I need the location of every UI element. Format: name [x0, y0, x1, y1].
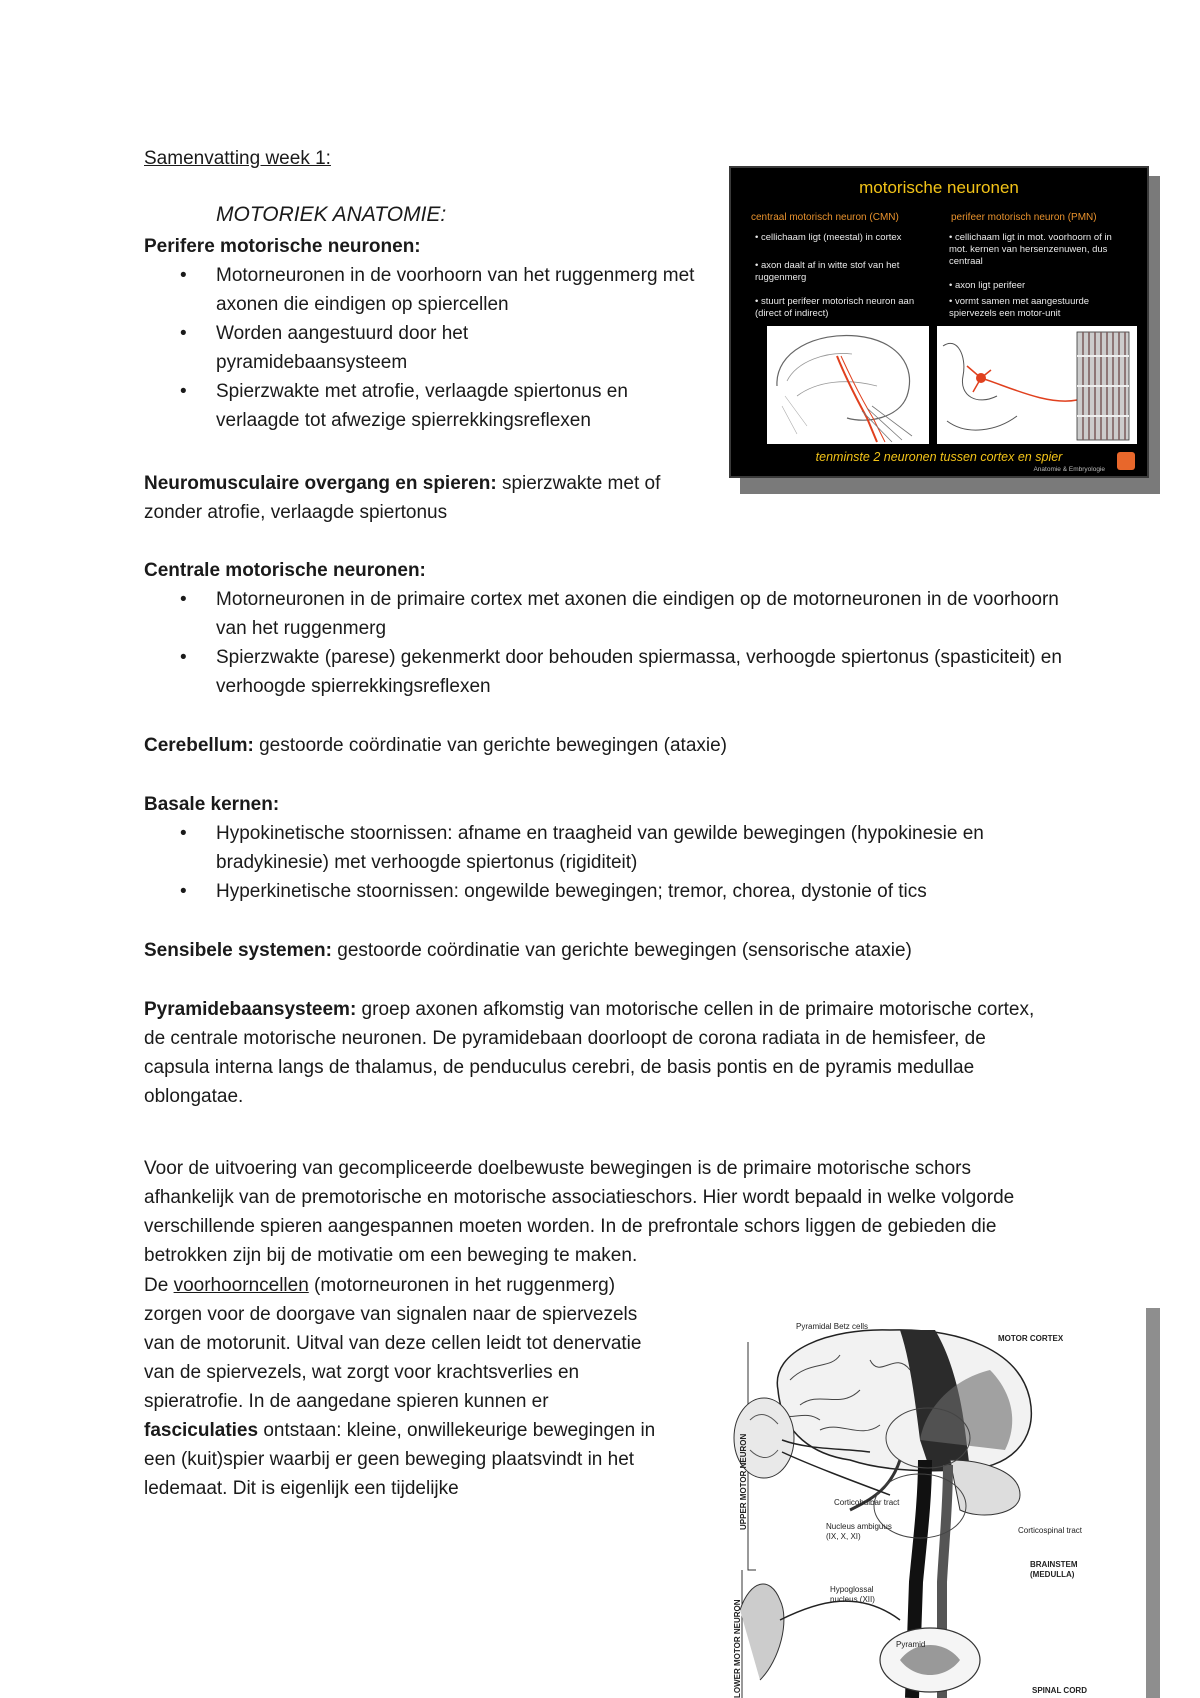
- centrale-heading: Centrale motorische neuronen:: [144, 560, 426, 581]
- label-motor-cortex: MOTOR CORTEX: [998, 1334, 1064, 1343]
- doc-title: Samenvatting week 1:: [144, 148, 331, 169]
- label-nucleus-ambiguus: Nucleus ambiguus (IX, X, XI): [826, 1522, 892, 1541]
- list-item: • Motorneuronen in de voorhoorn van het ruggenmerg met axonen die eindigen op spiercellen: [144, 261, 704, 319]
- label-upper-motor-neuron: UPPER MOTOR NEURON: [739, 1433, 748, 1530]
- list-item: • Motorneuronen in de primaire cortex met axonen die eindigen op de motorneuronen in de voorhoorn van het ruggenmerg: [144, 585, 1064, 643]
- section-uitvoering: [144, 1154, 1039, 1270]
- list-item: • Worden aangestuurd door het pyramidebaansysteem: [144, 319, 516, 377]
- section-centrale: [144, 556, 1064, 701]
- brain-sketch-icon: [767, 326, 929, 444]
- list-item: • Hypokinetische stoornissen: afname en traagheid van gewilde bewegingen (hypokinesie en bradykinesie) met verhoogde spiertonus (rigiditeit): [144, 819, 1064, 877]
- neuromusc-paragraph: [144, 469, 704, 527]
- slide-title: motorische neuronen: [859, 178, 1019, 197]
- voorhoorn-pre: De: [144, 1275, 174, 1296]
- slide-right-point: • cellichaam ligt in mot. voorhoorn of in mot. kernen van hersenzenuwen, dus centraal: [949, 232, 1112, 267]
- label-betz-cells: Pyramidal Betz cells: [796, 1322, 869, 1331]
- section-cerebellum: [144, 731, 1064, 760]
- voorhoorn-link: voorhoorncellen: [173, 1275, 309, 1296]
- sensibele-text: gestoorde coördinatie van gerichte bewegingen (sensorische ataxie): [331, 940, 912, 961]
- subtitle-block: [144, 200, 446, 229]
- neuromusc-text: spierzwakte met of zonder atrofie, verlaagde spiertonus: [144, 473, 661, 523]
- perifere-heading: Perifere motorische neuronen:: [144, 236, 421, 257]
- muscle-sketch-icon: [937, 326, 1137, 444]
- basale-heading: Basale kernen:: [144, 794, 280, 815]
- voorhoorn-mid: (motorneuronen in het ruggenmerg) zorgen voor de doorgave van signalen naar de spiervezels van de motorunit. Uitval van deze cellen leidt tot denervatie van de spiervezels, wat zorgt voor krachtsverlies en spieratrofie. In de aangedane spieren kunnen er: [144, 1275, 642, 1412]
- section-pyramide: [144, 995, 1039, 1111]
- voorhoorn-post: ontstaan: kleine, onwillekeurige bewegingen in een (kuit)spier waarbij er geen beweging plaatsvindt in het ledemaat. Dit is eigenlijk een tijdelijke: [144, 1420, 656, 1499]
- label-pyramid: Pyramid: [896, 1640, 926, 1649]
- pyramide-label: Pyramidebaansysteem:: [144, 999, 357, 1020]
- sensibele-label: Sensibele systemen:: [144, 940, 332, 961]
- centrale-list: [144, 585, 1064, 701]
- cerebellum-text: gestoorde coördinatie van gerichte bewegingen (ataxie): [253, 735, 728, 756]
- neuromusc-label: Neuromusculaire overgang en spieren:: [144, 473, 497, 494]
- label-hypoglossal: Hypoglossal nucleus (XII): [830, 1585, 875, 1604]
- section-neuromusc: [144, 469, 704, 527]
- sensibele-paragraph: [144, 936, 1064, 965]
- perifere-list: [144, 261, 704, 435]
- slide-right-point: • axon ligt perifeer: [949, 280, 1026, 291]
- section-perifere: [144, 232, 704, 435]
- voorhoorn-bold: fasciculaties: [144, 1420, 259, 1441]
- section-voorhoorn: [144, 1271, 664, 1503]
- slide-footer: tenminste 2 neuronen tussen cortex en spier: [815, 450, 1063, 464]
- label-lower-motor-neuron: LOWER MOTOR NEURON: [733, 1599, 742, 1698]
- slide-left-point: • cellichaam ligt (meestal) in cortex: [755, 232, 902, 243]
- slide-logo-icon: [1117, 452, 1135, 470]
- voorhoorn-paragraph: [144, 1271, 664, 1503]
- slide-left-point: • stuurt perifeer motorisch neuron aan (direct of indirect): [755, 296, 915, 319]
- section-sensibele: [144, 936, 1064, 965]
- pyramide-paragraph: [144, 995, 1039, 1111]
- slide-brain-panel: [767, 326, 929, 444]
- slide-credit: Anatomie & Embryologie: [1033, 466, 1105, 473]
- slide-left-heading: centraal motorisch neuron (CMN): [751, 212, 899, 223]
- scroll-bar-decoration: [1146, 1308, 1160, 1698]
- cerebellum-label: Cerebellum:: [144, 735, 254, 756]
- list-item: • Spierzwakte met atrofie, verlaagde spiertonus en verlaagde tot afwezige spierrekkingsreflexen: [144, 377, 704, 435]
- slide-left-point: • axon daalt af in witte stof van het ruggenmerg: [755, 260, 900, 283]
- list-item: • Spierzwakte (parese) gekenmerkt door behouden spiermassa, verhoogde spiertonus (spasticiteit) en verhoogde spierrekkingsreflexen: [144, 643, 1064, 701]
- slide-right-heading: perifeer motorisch neuron (PMN): [951, 212, 1097, 223]
- basale-list: [144, 819, 1064, 906]
- list-item: • Hyperkinetische stoornissen: ongewilde bewegingen; tremor, chorea, dystonie of tics: [144, 877, 1064, 906]
- label-spinal-cord: SPINAL CORD: [1032, 1686, 1087, 1695]
- label-corticospinal: Corticospinal tract: [1018, 1526, 1083, 1535]
- slide-right-point: • vormt samen met aangestuurde spiervezels een motor-unit: [949, 296, 1090, 319]
- slide-figure: [729, 166, 1149, 478]
- cerebellum-paragraph: [144, 731, 1064, 760]
- motor-pathway-diagram: [720, 1320, 1100, 1698]
- slide-muscle-panel: [937, 326, 1137, 444]
- section-basale: [144, 790, 1064, 906]
- label-brainstem: BRAINSTEM (MEDULLA): [1030, 1560, 1078, 1579]
- uitvoering-paragraph: Voor de uitvoering van gecompliceerde doelbewuste bewegingen is de primaire motorische schors afhankelijk van de premotorische en motorische associatieschors. Hier wordt bepaald in welke volgorde verschillende spieren aangespannen moeten worden. In de prefrontale schors liggen de gebieden die betrokken zijn bij de motivatie om een beweging te maken.: [144, 1158, 1015, 1266]
- doc-subtitle: MOTORIEK ANATOMIE:: [216, 203, 447, 226]
- doc-title-block: [144, 144, 331, 173]
- pyramide-text: groep axonen afkomstig van motorische cellen in de primaire motorische cortex, de centrale motorische neuronen. De pyramidebaan doorloopt de corona radiata in de hemisfeer, de capsula interna langs de thalamus, de penduculus cerebri, de basis pontis en de pyramis medullae oblongatae.: [144, 999, 1035, 1107]
- label-corticobulbar: Corticobulbar tract: [834, 1498, 900, 1507]
